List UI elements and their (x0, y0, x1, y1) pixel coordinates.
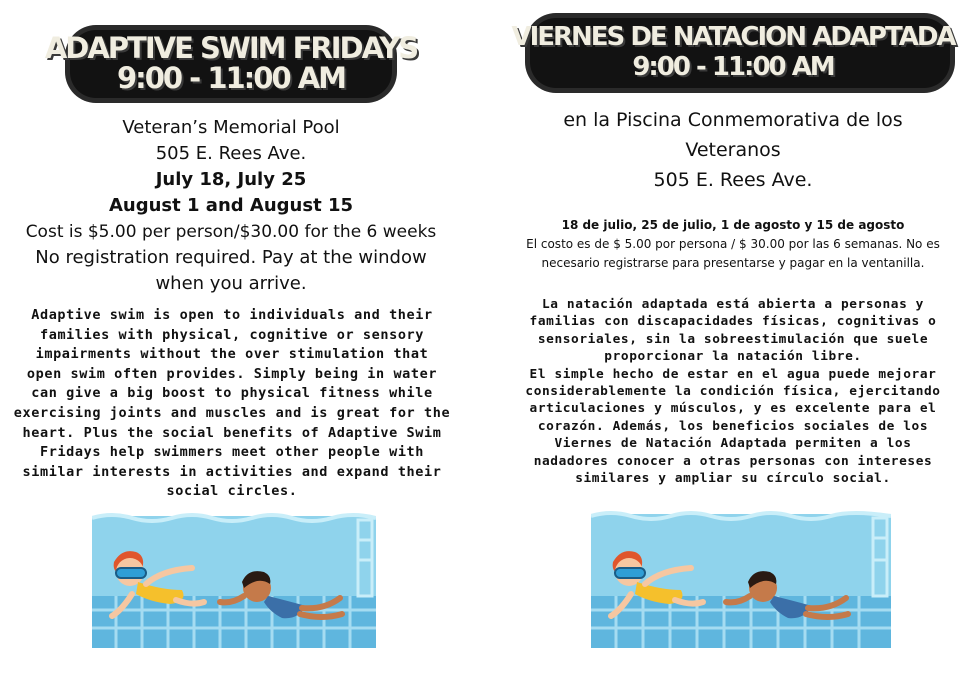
dates-and-cost (497, 216, 969, 273)
paragraph-line: nadadores conocer a otras personas con intereses (533, 453, 933, 469)
cost-line-2: No registration required. Pay at the window (35, 247, 427, 268)
event-info (0, 115, 462, 297)
paragraph-line: exercising joints and muscles and is great for the (13, 404, 451, 421)
paragraph-line: Fridays help swimmers meet other people with (39, 444, 425, 461)
paragraph-line: Viernes de Natación Adaptada permiten a los (554, 436, 912, 452)
swimming-kids-illustration (92, 510, 376, 648)
paragraph-line: similar interests in activities and expand their (22, 463, 442, 480)
paragraph-line: El simple hecho de estar en el agua puede mejorar (529, 366, 937, 382)
paragraph-line: Adaptive swim is open to individuals and their (31, 307, 433, 323)
cost-line-2: necesario registrarse para presentarse y pagar en la ventanilla. (541, 256, 925, 270)
paragraph-line: articulaciones y músculos, y es excelente para el (529, 401, 937, 417)
paragraph-line: can give a big boost to physical fitness while (31, 385, 433, 402)
title-line-2: 9:00 - 11:00 AM (116, 61, 346, 95)
paragraph-line: similares y ampliar su círculo social. (575, 471, 891, 487)
paragraph-line: corazón. Además, los beneficios sociales de los (537, 418, 929, 434)
swimming-kids-illustration (591, 508, 891, 648)
cost-line-1: El costo es de $ 5.00 por persona / $ 30.00 por las 6 semanas. No es (526, 237, 940, 251)
paragraph-line: La natación adaptada está abierta a personas y (541, 297, 924, 312)
venue-line-1: en la Piscina Conmemorativa de los (563, 109, 903, 131)
venue: Veteran’s Memorial Pool (122, 117, 340, 138)
description-paragraph (501, 296, 965, 487)
title-line-1: VIERNES DE NATACION ADAPTADA (511, 22, 955, 52)
title-line-2: 9:00 - 11:00 AM (632, 52, 834, 82)
dates: 18 de julio, 25 de julio, 1 de agosto y 15 de agosto (561, 218, 905, 232)
event-info (497, 105, 969, 195)
address: 505 E. Rees Ave. (653, 169, 813, 191)
paragraph-line: considerablemente la condición física, ejercitando (525, 384, 941, 400)
description-paragraph (10, 306, 454, 502)
paragraph-line: heart. Plus the social benefits of Adaptive Swim (22, 424, 442, 441)
paragraph-line: open swim often provides. Simply being in water (26, 365, 438, 382)
paragraph-line: familias con discapacidades físicas, cognitivas o (529, 314, 937, 330)
paragraph-line: impairments without the over stimulation that (35, 346, 429, 363)
title-line-1: ADAPTIVE SWIM FRIDAYS (44, 31, 418, 65)
cost-line-1: Cost is $5.00 per person/$30.00 for the 6 weeks (25, 222, 437, 242)
cost-line-3: when you arrive. (155, 273, 307, 294)
paragraph-line: families with physical, cognitive or sensory (39, 326, 425, 343)
dates-line-2: August 1 and August 15 (108, 195, 353, 216)
paragraph-line: social circles. (166, 483, 298, 500)
address: 505 E. Rees Ave. (155, 143, 307, 164)
paragraph-line: proporcionar la natación libre. (604, 349, 862, 365)
venue-line-2: Veteranos (685, 139, 781, 161)
dates-line-1: July 18, July 25 (155, 169, 307, 190)
paragraph-line: sensoriales, sin la sobreestimulación que suele (537, 331, 929, 347)
